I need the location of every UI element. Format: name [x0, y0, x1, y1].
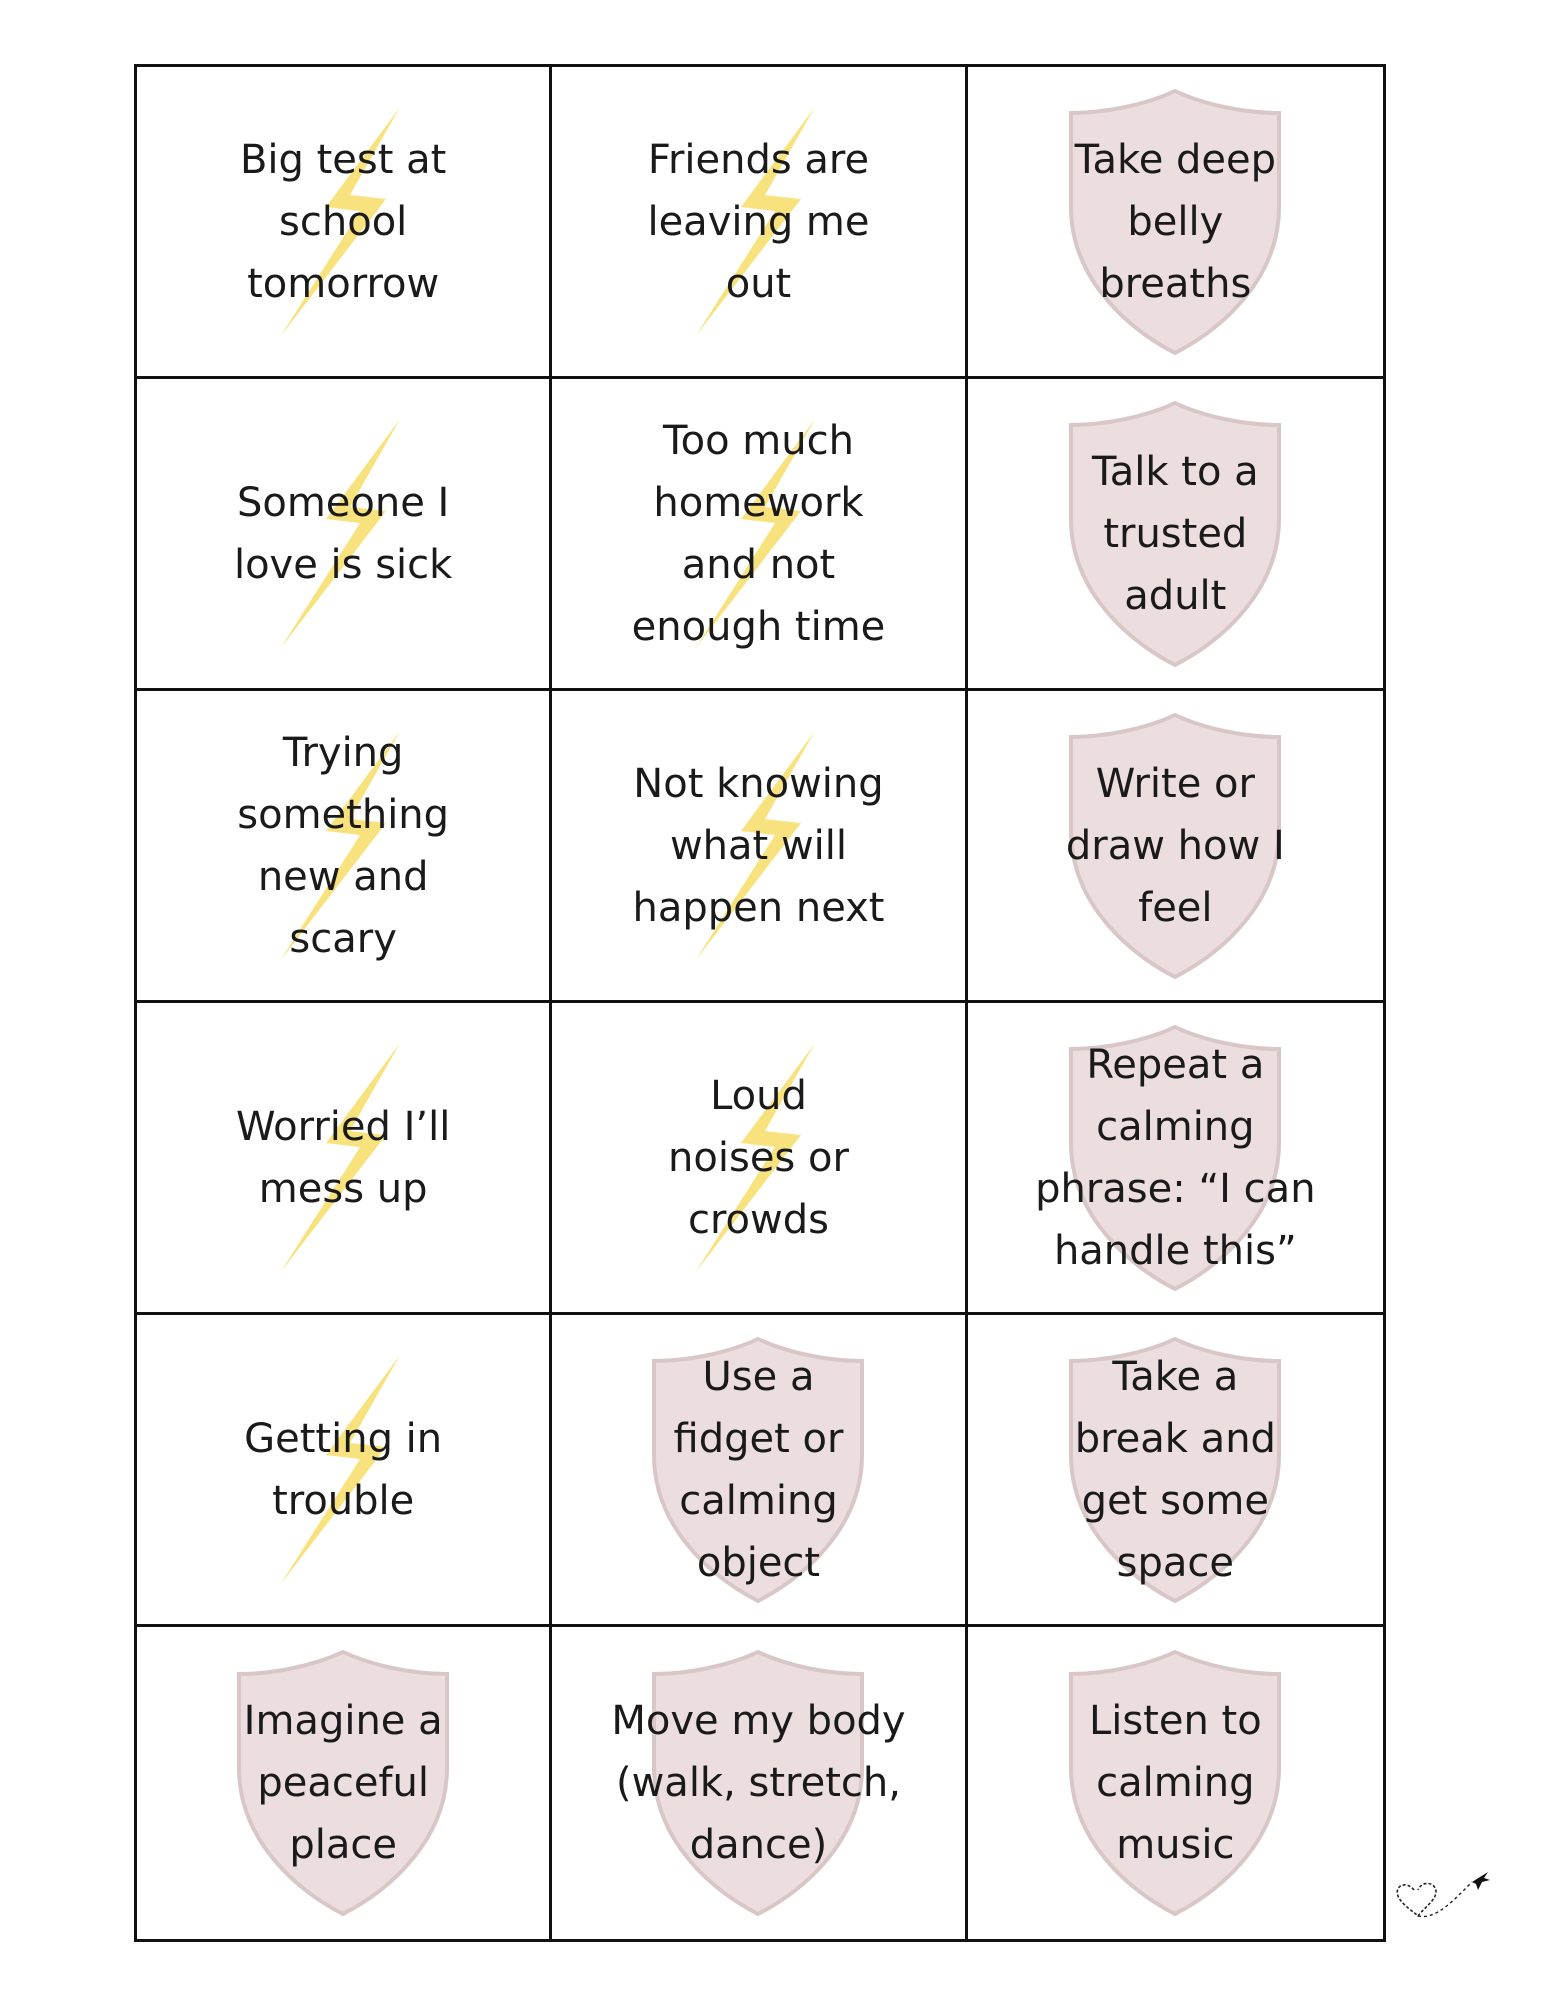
card-text: Move my body (walk, stretch, dance): [611, 1698, 906, 1868]
card-grid: [134, 64, 1386, 1942]
stressor-card: [552, 379, 967, 691]
stressor-card: [137, 379, 552, 691]
coping-card: [552, 1627, 967, 1939]
stressor-card: [552, 691, 967, 1003]
coping-card: [968, 1003, 1383, 1315]
card-text: Friends are leaving me out: [647, 136, 870, 307]
flight-path: [1418, 1882, 1472, 1917]
card-text: Take a break and get some space: [1074, 1353, 1276, 1586]
card-text: Write or draw how I feel: [1065, 760, 1285, 931]
card-text: Repeat a calming phrase: “I can handle this”: [1035, 1041, 1316, 1274]
card-text: Not knowing what will happen next: [632, 760, 885, 931]
heart-icon: [1397, 1883, 1436, 1916]
card-text: Take deep belly breaths: [1074, 136, 1277, 307]
airplane-icon: [1472, 1872, 1490, 1890]
card-text: Talk to a trusted adult: [1091, 448, 1259, 619]
stressor-card: [137, 1003, 552, 1315]
stressor-card: [137, 67, 552, 379]
coping-card: [968, 691, 1383, 1003]
stressor-card: [552, 67, 967, 379]
coping-card: [968, 1315, 1383, 1627]
stressor-card: [137, 1315, 552, 1627]
card-text: Imagine a peaceful place: [243, 1698, 443, 1868]
coping-card: [552, 1315, 967, 1627]
coping-card: [137, 1627, 552, 1939]
card-text: Big test at school tomorrow: [239, 136, 447, 307]
card-text: Too much homework and not enough time: [631, 417, 886, 650]
coping-card: [968, 379, 1383, 691]
card-text: Loud noises or crowds: [668, 1072, 849, 1243]
take-flight-logo: [1392, 1860, 1492, 1940]
coping-card: [968, 1627, 1383, 1939]
card-text: Getting in trouble: [244, 1415, 443, 1524]
card-text: Listen to calming music: [1088, 1698, 1262, 1868]
card-text: Someone I love is sick: [233, 479, 453, 588]
stressor-card: [552, 1003, 967, 1315]
coping-card: [968, 67, 1383, 379]
stressor-card: [137, 691, 552, 1003]
card-text: Use a fidget or calming object: [673, 1353, 844, 1586]
card-text: Worried I’ll mess up: [235, 1103, 451, 1212]
card-text: Trying something new and scary: [237, 729, 450, 962]
